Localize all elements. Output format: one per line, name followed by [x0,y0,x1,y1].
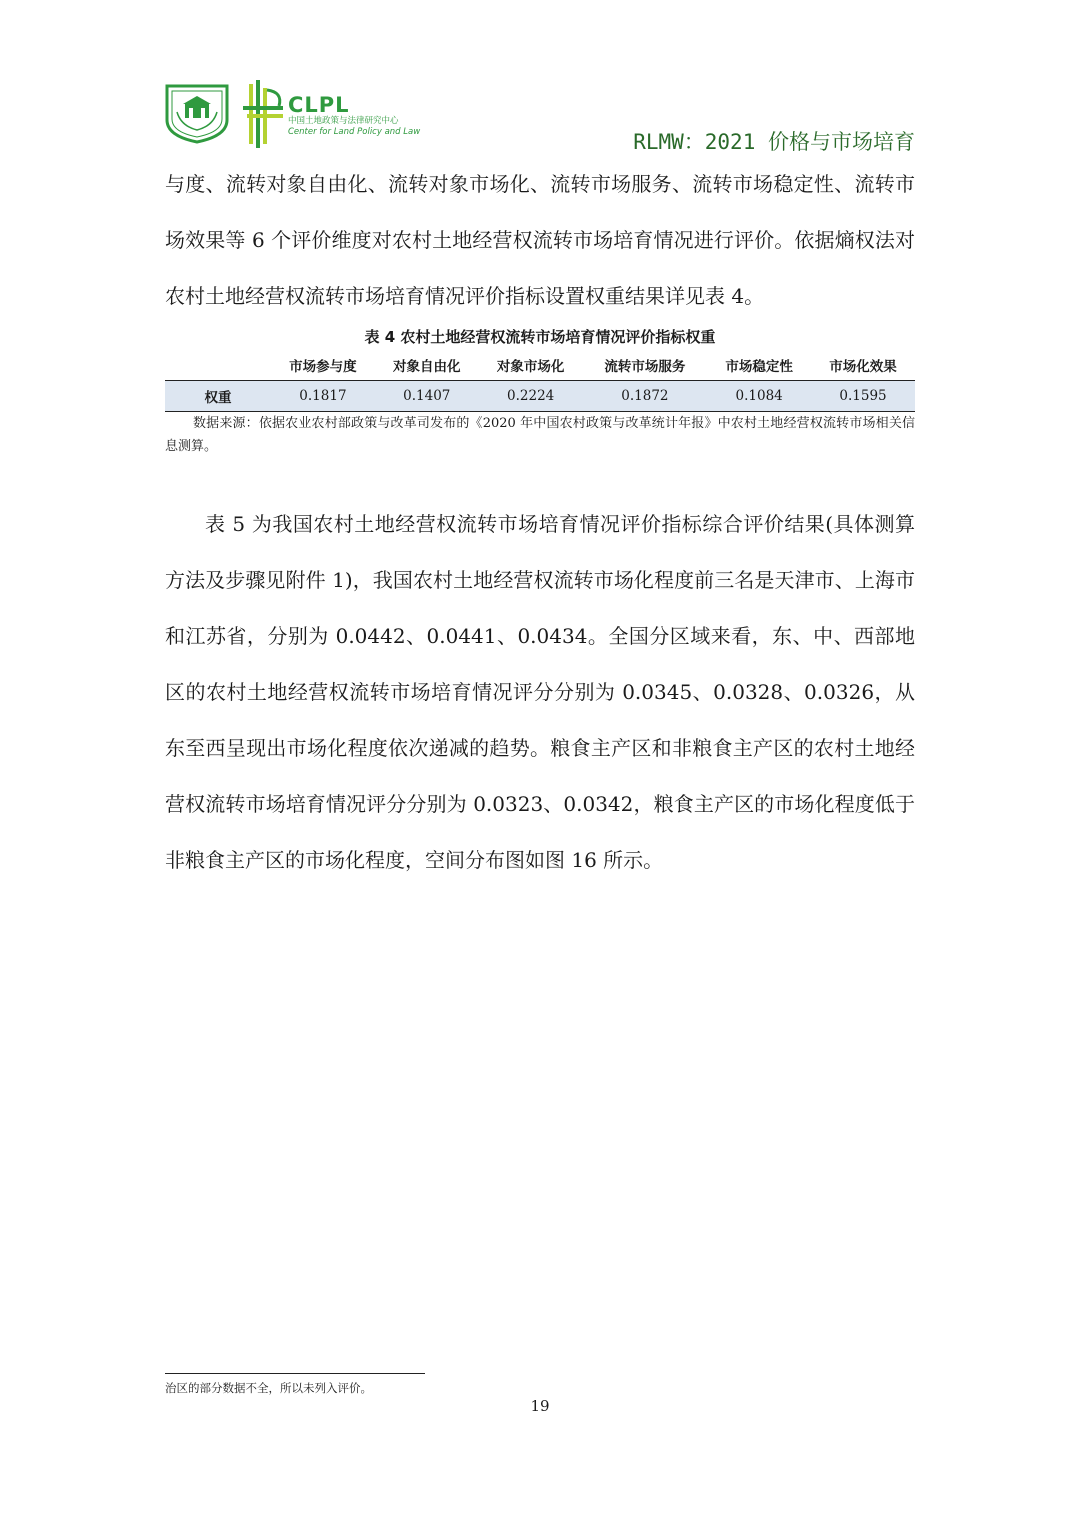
table-caption: 表 4 农村土地经营权流转市场培育情况评价指标权重 [364,328,716,346]
clpl-english-name: Center for Land Policy and Law [288,127,421,137]
table-header-cell: 对象市场化 [479,350,583,381]
table-cell: 0.1595 [811,381,915,412]
clpl-chinese-name: 中国土地政策与法律研究中心 [288,116,399,126]
body-paragraph-1: 与度、流转对象自由化、流转对象市场化、流转市场服务、流转市场稳定性、流转市场效果等 6 个评价维度对农村土地经营权流转市场培育情况进行评价。依据熵权法对农村土地经营权流转市场培育情况评价指标设置权重结果详见表 4。 [165,172,915,308]
table-source-note: 数据来源：依据农业农村部政策与改革司发布的《2020 年中国农村政策与改革统计年报》中农村土地经营权流转市场相关信息测算。 [165,416,915,454]
table-row [165,381,915,412]
clpl-title: CLPL [288,93,350,117]
table-header-cell: 对象自由化 [375,350,479,381]
body-paragraph-2: 表 5 为我国农村土地经营权流转市场培育情况评价指标综合评价结果(具体测算方法及步骤见附件 1)，我国农村土地经营权流转市场化程度前三名是天津市、上海市和江苏省，分别为 0.0442、0.0441、0.0434。全国分区域来看，东、中、西部地区的农村土地经营权流转市场培育情况评分分别为 0.0345、0.0328、0.0326，从东至西呈现出市场化程度依次递减的趋势。粮食主产区和非粮食主产区的农村土地经营权流转市场培育情况评分分别为 0.0323、0.0342，粮食主产区的市场化程度低于非粮食主产区的市场化程度，空间分布图如图 16 所示。 [165,512,915,872]
footnote: 治区的部分数据不全，所以未列入评价。 [165,1381,372,1395]
page-header [0,0,1080,160]
table-header-cell: 流转市场服务 [583,350,708,381]
clpl-logo [243,80,433,148]
table-header-cell: 市场稳定性 [707,350,811,381]
table-cell: 0.1817 [271,381,375,412]
table-row-label: 权重 [165,381,271,412]
page-number: 19 [530,1397,550,1415]
table-corner-cell [165,350,271,381]
table-header-row [165,350,915,381]
clpl-mark-icon [243,80,287,148]
footnote-divider [165,1373,425,1374]
weights-table [165,350,915,412]
table-cell: 0.1407 [375,381,479,412]
table-cell: 0.1872 [583,381,708,412]
university-seal-logo [163,82,231,144]
table-cell: 0.2224 [479,381,583,412]
table-header-cell: 市场化效果 [811,350,915,381]
table-header-cell: 市场参与度 [271,350,375,381]
running-title: RLMW：2021 价格与市场培育 [633,130,915,154]
table-cell: 0.1084 [707,381,811,412]
